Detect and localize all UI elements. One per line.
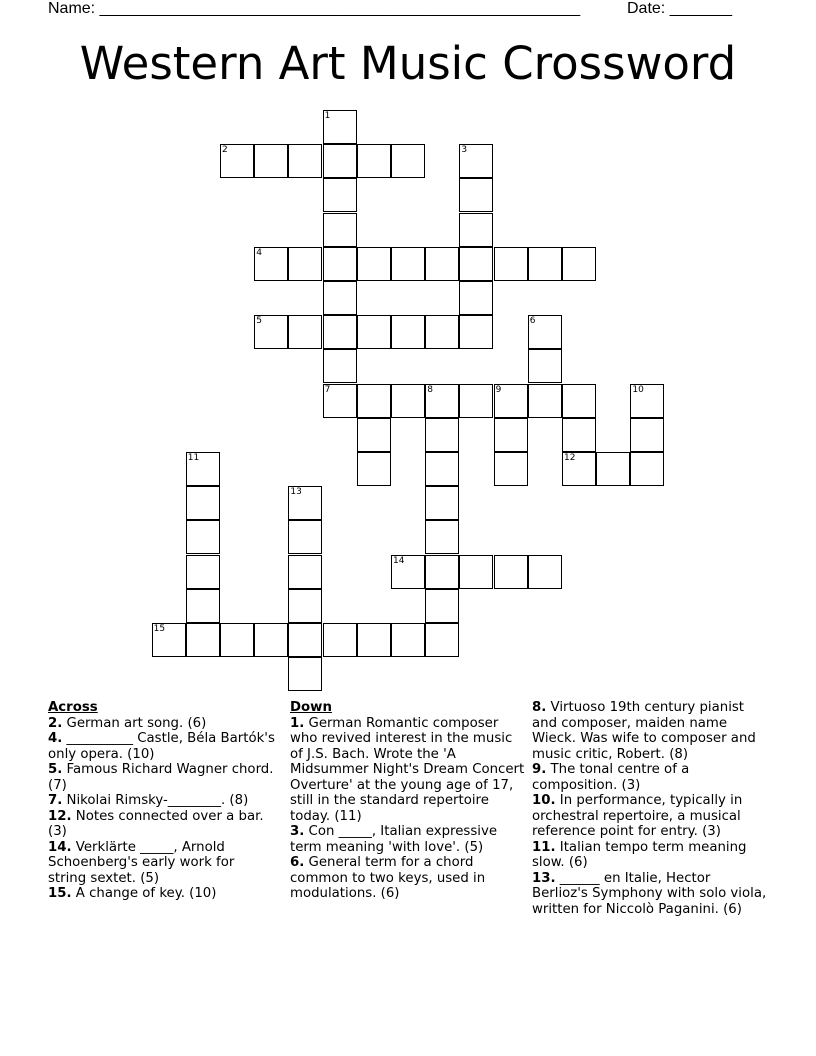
- grid-cell[interactable]: [186, 623, 220, 657]
- clue-number: 6: [529, 316, 536, 327]
- grid-cell[interactable]: [528, 555, 562, 589]
- grid-cell[interactable]: [494, 247, 528, 281]
- clue-item-number: 5.: [48, 762, 63, 777]
- grid-cell[interactable]: [288, 657, 322, 691]
- clue-item: [48, 716, 276, 732]
- grid-cell[interactable]: [425, 452, 459, 486]
- grid-cell[interactable]: [630, 452, 664, 486]
- clue-number: 12: [564, 453, 576, 463]
- clue-number: 9: [495, 384, 502, 395]
- clue-item-text: Famous Richard Wagner chord. (7): [48, 762, 274, 793]
- grid-cell[interactable]: [323, 349, 357, 383]
- clue-item: [532, 762, 768, 793]
- clue-item-text: Con _____, Italian expressive term meaning 'with love'. (5): [290, 824, 497, 855]
- grid-cell[interactable]: [528, 384, 562, 418]
- grid-cell[interactable]: [357, 247, 391, 281]
- grid-cell[interactable]: [323, 315, 357, 349]
- grid-cell[interactable]: [562, 247, 596, 281]
- grid-cell[interactable]: [186, 452, 220, 486]
- grid-cell[interactable]: [323, 281, 357, 315]
- clue-item-number: 11.: [532, 839, 556, 855]
- clue-number: 13: [290, 487, 302, 498]
- grid-cell[interactable]: [288, 315, 322, 349]
- grid-cell[interactable]: [323, 384, 357, 418]
- clue-number: 1: [324, 111, 331, 121]
- grid-cell[interactable]: [528, 315, 562, 349]
- grid-cell[interactable]: [630, 418, 664, 452]
- clue-item-text: General term for a chord common to two keys, used in modulations. (6): [290, 855, 486, 901]
- grid-cell[interactable]: [357, 452, 391, 486]
- grid-cell[interactable]: [323, 110, 357, 144]
- clue-item-number: 15.: [48, 886, 72, 901]
- down-clues-continued: [532, 700, 768, 917]
- grid-cell[interactable]: [459, 384, 493, 418]
- clue-item: [532, 700, 768, 762]
- grid-cell[interactable]: [357, 384, 391, 418]
- clue-item-text: In performance, typically in orchestral repertoire, a musical reference point for entry. (3): [532, 793, 743, 839]
- grid-cell[interactable]: [425, 247, 459, 281]
- clue-item: [532, 840, 768, 871]
- page-title: Western Art Music Crossword: [79, 37, 737, 90]
- grid-cell[interactable]: [459, 247, 493, 281]
- grid-cell[interactable]: [459, 315, 493, 349]
- clue-item: [48, 793, 276, 809]
- grid-cell[interactable]: [459, 144, 493, 178]
- grid-cell[interactable]: [288, 486, 322, 520]
- clue-number: 7: [324, 384, 331, 395]
- name-field-label[interactable]: Name: ______________________________________________________: [48, 0, 581, 17]
- clue-number: 11: [187, 453, 200, 463]
- clue-item-number: 7.: [48, 793, 63, 808]
- grid-cell[interactable]: [528, 247, 562, 281]
- grid-cell[interactable]: [323, 178, 357, 212]
- clue-item: [48, 731, 276, 762]
- clue-item: [48, 886, 276, 902]
- down-heading: Down: [290, 700, 332, 715]
- grid-cell[interactable]: [391, 384, 425, 418]
- clue-item-number: 9.: [532, 762, 547, 777]
- grid-cell[interactable]: [288, 623, 322, 657]
- clue-item-number: 12.: [48, 808, 72, 824]
- clue-item-text: Italian tempo term meaning slow. (6): [532, 839, 747, 870]
- clue-item-text: Virtuoso 19th century pianist and composer, maiden name Wieck. Was wife to composer and music critic, Robert. (8): [532, 700, 756, 762]
- grid-cell[interactable]: [254, 247, 288, 281]
- grid-cell[interactable]: [323, 247, 357, 281]
- grid-cell[interactable]: [220, 144, 254, 178]
- grid-cell[interactable]: [391, 144, 425, 178]
- clue-item: [532, 793, 768, 840]
- grid-cell[interactable]: [528, 349, 562, 383]
- clue-item-text: German Romantic composer who revived interest in the music of J.S. Bach. Wrote the 'A Midsummer Night's Dream Concert Overture' at the young age of 17, still in the standard repertoire today. (11): [290, 715, 525, 824]
- clue-item-number: 14.: [48, 839, 72, 855]
- down-clues: [290, 700, 526, 902]
- grid-cell[interactable]: [562, 452, 596, 486]
- grid-cell[interactable]: [494, 555, 528, 589]
- grid-cell[interactable]: [425, 555, 459, 589]
- grid-cell[interactable]: [494, 452, 528, 486]
- grid-cell[interactable]: [152, 623, 186, 657]
- clue-item-text: German art song. (6): [62, 715, 207, 731]
- clue-item-number: 1.: [290, 715, 305, 731]
- clue-number: 3: [461, 145, 468, 156]
- clue-item-number: 10.: [532, 793, 556, 808]
- grid-cell[interactable]: [459, 178, 493, 212]
- grid-cell[interactable]: [494, 384, 528, 418]
- clue-item: [290, 824, 526, 855]
- clue-item-text: __________ Castle, Béla Bartók's only opera. (10): [48, 731, 275, 762]
- grid-cell[interactable]: [254, 315, 288, 349]
- grid-cell[interactable]: [391, 315, 425, 349]
- grid-cell[interactable]: [494, 418, 528, 452]
- grid-cell[interactable]: [288, 520, 322, 554]
- grid-cell[interactable]: [323, 213, 357, 247]
- clue-item: [48, 809, 276, 840]
- clue-item: [532, 871, 768, 918]
- clue-number: 2: [222, 145, 228, 156]
- clue-item-text: ______ en Italie, Hector Berlioz's Symphony with solo viola, written for Niccolò Paganini. (6): [532, 870, 767, 917]
- grid-cell[interactable]: [562, 384, 596, 418]
- grid-cell[interactable]: [425, 589, 459, 623]
- clue-item-number: 8.: [532, 700, 547, 715]
- grid-cell[interactable]: [186, 520, 220, 554]
- clue-item-text: Verklärte _____, Arnold Schoenberg's early work for string sextet. (5): [48, 839, 235, 886]
- grid-cell[interactable]: [630, 384, 664, 418]
- clue-item: [290, 716, 526, 825]
- grid-cell[interactable]: [254, 623, 288, 657]
- clue-number: 10: [632, 384, 644, 395]
- clue-item-number: 2.: [48, 715, 63, 731]
- clue-item-number: 3.: [290, 824, 305, 839]
- clue-item: [290, 855, 526, 902]
- grid-cell[interactable]: [459, 213, 493, 247]
- grid-cell[interactable]: [391, 247, 425, 281]
- clue-number: 14: [393, 555, 405, 566]
- grid-cell[interactable]: [459, 555, 493, 589]
- clue-item-number: 13.: [532, 870, 556, 886]
- grid-cell[interactable]: [323, 623, 357, 657]
- across-heading: Across: [48, 700, 98, 715]
- grid-cell[interactable]: [288, 555, 322, 589]
- grid-cell[interactable]: [288, 144, 322, 178]
- clue-number: 4: [256, 247, 262, 258]
- grid-cell[interactable]: [186, 486, 220, 520]
- clue-item-number: 4.: [48, 731, 63, 746]
- grid-cell[interactable]: [186, 555, 220, 589]
- grid-cell[interactable]: [425, 623, 459, 657]
- grid-cell[interactable]: [220, 623, 254, 657]
- grid-cell[interactable]: [391, 623, 425, 657]
- grid-cell[interactable]: [425, 486, 459, 520]
- grid-cell[interactable]: [357, 623, 391, 657]
- clue-item-text: Nikolai Rimsky-________. (8): [62, 793, 249, 808]
- grid-cell[interactable]: [186, 589, 220, 623]
- clue-item-text: Notes connected over a bar. (3): [48, 808, 264, 839]
- clue-item: [48, 840, 276, 887]
- clue-item-text: A change of key. (10): [71, 886, 217, 901]
- grid-cell[interactable]: [357, 315, 391, 349]
- grid-cell[interactable]: [254, 144, 288, 178]
- clue-number: 15: [153, 624, 166, 634]
- clue-item-number: 6.: [290, 855, 305, 870]
- grid-cell[interactable]: [288, 247, 322, 281]
- clue-number: 8: [427, 384, 433, 395]
- grid-cell[interactable]: [425, 418, 459, 452]
- grid-cell[interactable]: [357, 144, 391, 178]
- clue-item: [48, 762, 276, 793]
- grid-cell[interactable]: [357, 418, 391, 452]
- grid-cell[interactable]: [391, 555, 425, 589]
- grid-cell[interactable]: [425, 315, 459, 349]
- date-field-label[interactable]: Date: _______: [627, 0, 732, 17]
- across-clues: [48, 700, 276, 902]
- grid-cell[interactable]: [562, 418, 596, 452]
- grid-cell[interactable]: [425, 520, 459, 554]
- grid-cell[interactable]: [288, 589, 322, 623]
- clue-number: 5: [256, 316, 262, 327]
- grid-cell[interactable]: [425, 384, 459, 418]
- grid-cell[interactable]: [459, 281, 493, 315]
- clue-item-text: The tonal centre of a composition. (3): [532, 762, 690, 793]
- grid-cell[interactable]: [596, 452, 630, 486]
- grid-cell[interactable]: [323, 144, 357, 178]
